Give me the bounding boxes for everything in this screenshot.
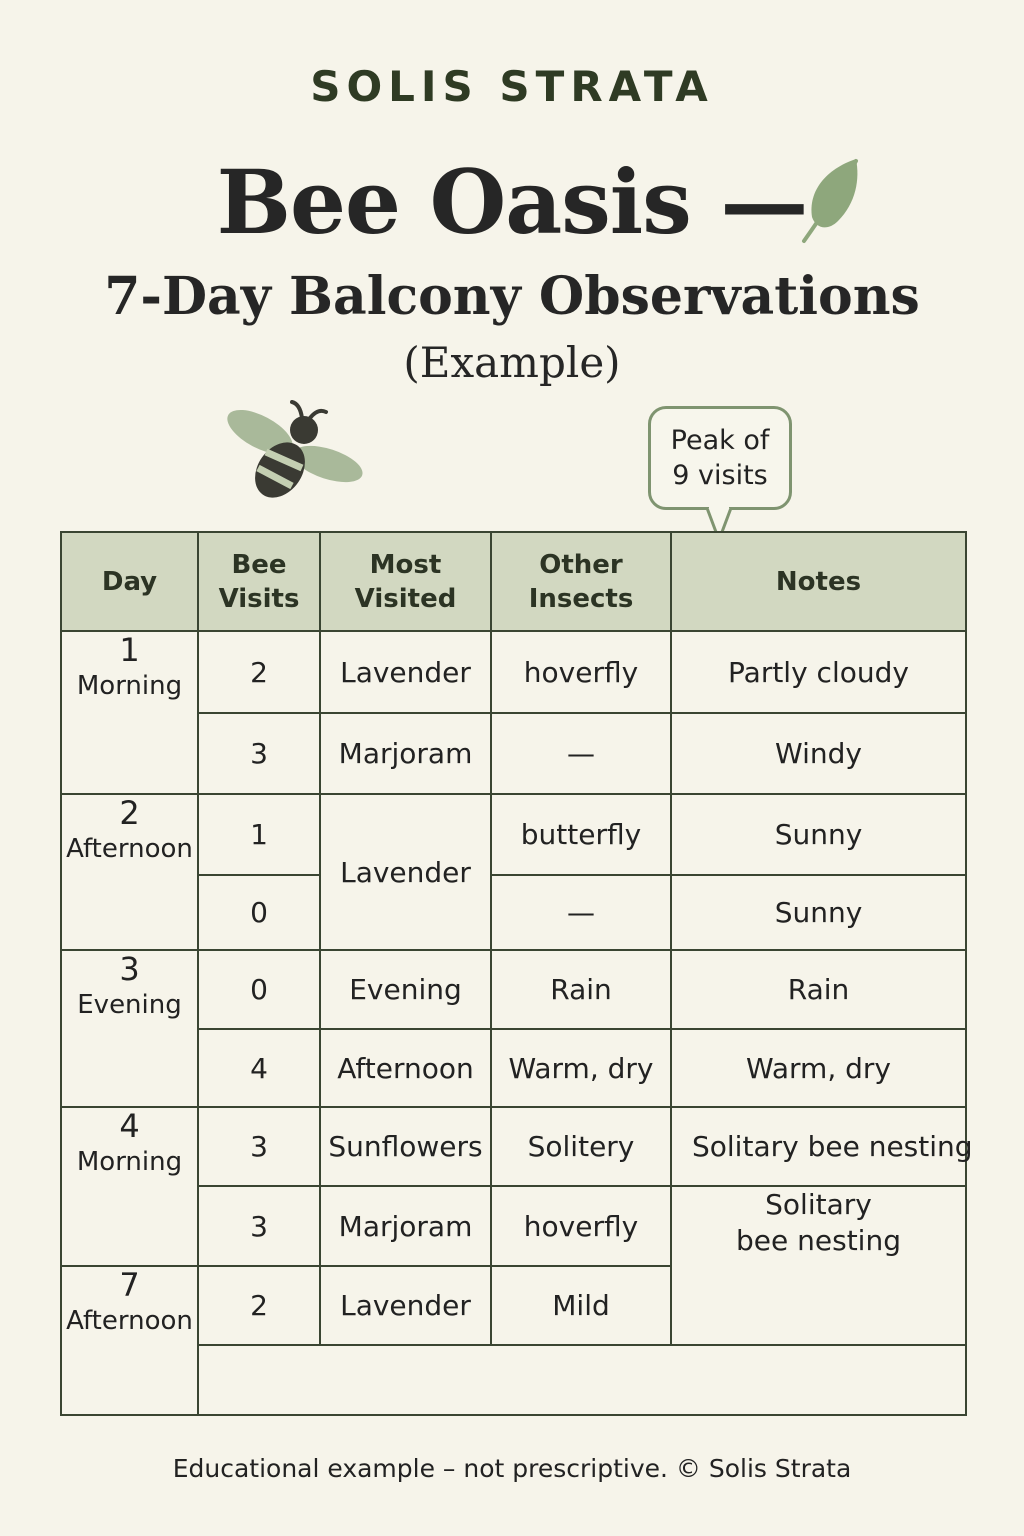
bee-visits-cell: 3 [198,713,320,794]
bee-visits-cell: 3 [198,1107,320,1186]
brand-name: SOLIS STRATA [310,62,714,111]
day-cell: 4 Morning [61,1107,198,1266]
example-note: (Example) [403,338,621,387]
header-notes: Notes [671,532,966,631]
page-title: Bee Oasis — [216,150,808,254]
most-visited-cell: Marjoram [320,1186,491,1266]
header-bee-visits: Bee Visits [198,532,320,631]
table-row [61,1107,966,1186]
most-visited-cell: Lavender [320,631,491,713]
observations-table [60,531,973,1416]
day-cell: 7 Afternoon [61,1266,198,1415]
header-day: Day [61,532,198,631]
most-visited-cell: Lavender [320,794,491,950]
other-insects-cell: Rain [491,950,671,1029]
most-visited-cell: Lavender [320,1266,491,1345]
other-insects-cell: butterfly [491,794,671,875]
bee-visits-cell: 4 [198,1029,320,1107]
other-insects-cell: Warm, dry [491,1029,671,1107]
footer-note: Educational example – not prescriptive. © Solis Strata [172,1454,852,1483]
other-insects-cell: Solitery [491,1107,671,1186]
most-visited-cell: Afternoon [320,1029,491,1107]
bee-visits-cell: 0 [198,875,320,950]
day-cell: 2 Afternoon [61,794,198,950]
other-insects-cell: Mild [491,1266,671,1345]
table-row [61,794,966,875]
leaf-icon [798,155,864,245]
other-insects-cell: hoverfly [491,1186,671,1266]
notes-cell: Rain [671,950,966,1029]
table-row [61,950,966,1029]
notes-cell: Windy [671,713,966,794]
bee-visits-cell: 3 [198,1186,320,1266]
callout-line-1: Peak of [670,425,770,456]
bee-visits-cell: 1 [198,794,320,875]
bee-visits-cell: 0 [198,950,320,1029]
most-visited-cell: Evening [320,950,491,1029]
other-insects-cell: hoverfly [491,631,671,713]
header-other-insects: Other Insects [491,532,671,631]
bee-icon [222,396,367,506]
empty-cell [198,1345,966,1415]
header-row [61,532,966,631]
notes-cell: Partly cloudy [671,631,966,713]
most-visited-cell: Marjoram [320,713,491,794]
page-subtitle: 7-Day Balcony Observations [104,266,920,327]
notes-cell: Solitary bee nesting [671,1186,966,1345]
other-insects-cell: — [491,875,671,950]
most-visited-cell: Sunflowers [320,1107,491,1186]
day-cell: 1 Morning [61,631,198,794]
notes-cell: Solitary bee nesting [671,1107,966,1186]
table-row [61,631,966,713]
callout-line-2: 9 visits [672,460,768,491]
peak-callout [648,406,792,510]
notes-cell: Sunny [671,794,966,875]
day-cell: 3 Evening [61,950,198,1107]
header-most-visited: Most Visited [320,532,491,631]
notes-cell: Sunny [671,875,966,950]
notes-cell: Warm, dry [671,1029,966,1107]
bee-visits-cell: 2 [198,631,320,713]
other-insects-cell: — [491,713,671,794]
bee-visits-cell: 2 [198,1266,320,1345]
